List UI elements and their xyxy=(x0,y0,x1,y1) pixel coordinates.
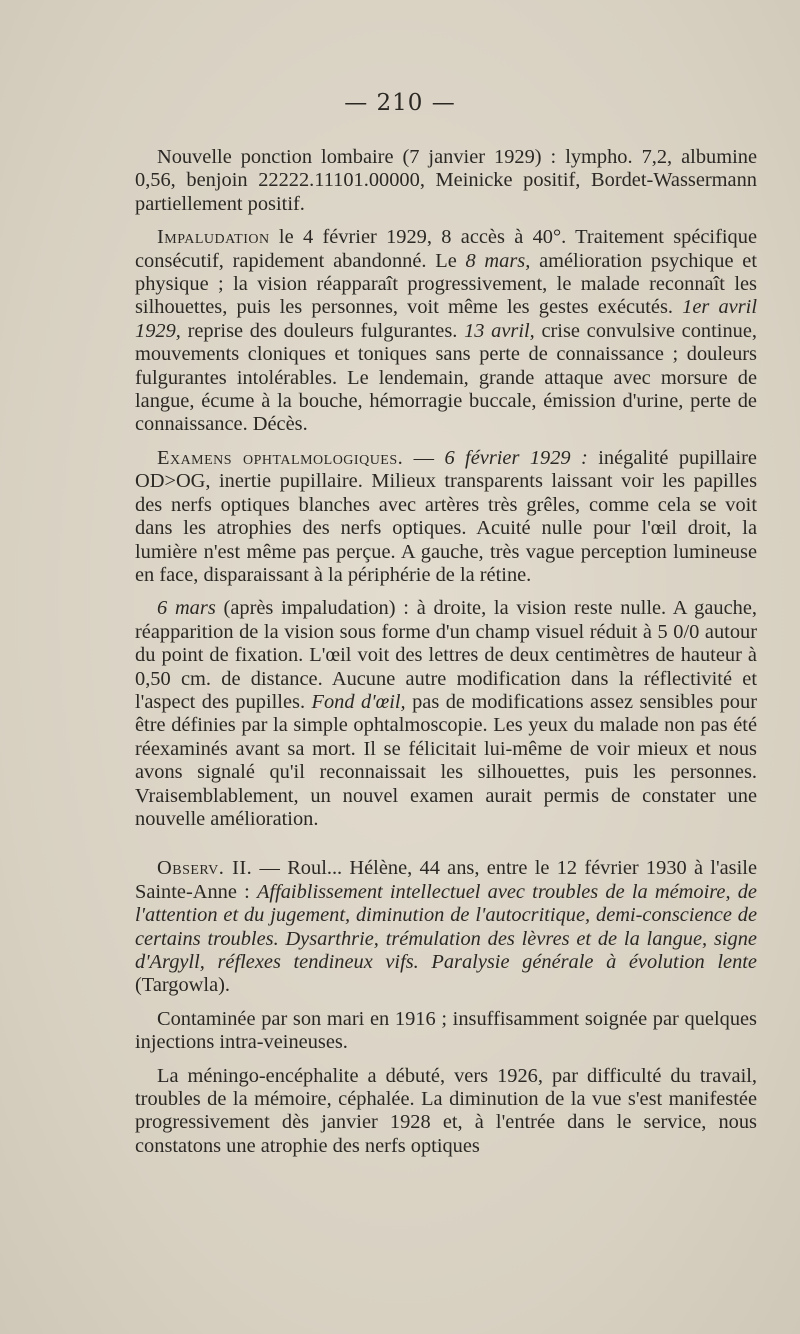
body-text xyxy=(135,146,757,1168)
page-number: — 210 — xyxy=(344,90,456,116)
paragraph xyxy=(135,597,757,831)
text-run: reprise des douleurs fulgurantes. xyxy=(180,319,465,342)
italic-text: 6 février 1929 : xyxy=(444,446,588,469)
text-run: (Targowla). xyxy=(135,974,231,997)
text-run: — xyxy=(403,446,445,469)
text-run: Contaminée par son mari en 1916 ; insuffisamment soignée par quelques injections intra-veineuses. xyxy=(135,1007,757,1054)
italic-text: Fond d'œil, xyxy=(311,690,406,713)
section-heading: Examens ophtalmologiques. xyxy=(157,446,404,469)
text-run: (après impaludation) : à droite, la vision reste nulle. A gauche, réapparition de la vision sous forme d'un champ visuel réduit à 5 0/0 autour du point de fixation. L'œil voit des lettres de deux centimètres de hauteur à 0,50 cm. de distance. Aucune autre modification dans la réflectivité et l'aspect des pupilles. xyxy=(135,597,757,713)
italic-text: 13 avril, xyxy=(464,319,535,342)
text-run: Nouvelle ponction lombaire (7 janvier 1929) : lympho. 7,2, albumine 0,56, benjoin 22222.11101.00000, Meinicke positif, Bordet-Wassermann partiellement positif. xyxy=(135,146,757,215)
text-run: inégalité pupillaire OD>OG, inertie pupillaire. Milieux transparents laissant voir les papilles des nerfs optiques blanches avec artères très grêles, comme cela se voit dans les atrophies des nerfs optiques. Acuité nulle pour l'œil droit, la lumière n'est même pas perçue. A gauche, très vague perception lumineuse en face, disparaissant à la périphérie de la rétine. xyxy=(135,446,757,586)
italic-text: 1er avril 1929, xyxy=(135,296,758,342)
text-run: — Roul... Hélène, 44 ans, entre le 12 février 1930 à l'asile Sainte-Anne : xyxy=(135,857,757,903)
italic-text: Affaiblissement intellectuel avec troubles de la mémoire, de l'attention et du jugement, diminution de l'autocritique, demi-conscience de certains troubles. Dysarthrie, trémulation des lèvres et de la langue, signe d'Argyll, réflexes tendineux vifs. Paralysie générale à évolution lente xyxy=(135,880,757,973)
text-run: La méningo-encéphalite a débuté, vers 1926, par difficulté du travail, troubles de la mémoire, céphalée. La diminution de la vue s'est manifestée progressivement dès janvier 1928 et, à l'entrée dans le service, nous constatons une atrophie des nerfs optiques xyxy=(135,1064,757,1157)
paragraph xyxy=(135,447,757,587)
paragraph xyxy=(135,146,757,216)
section-heading: Impaludation xyxy=(157,226,270,249)
text-run: pas de modifications assez sensibles pour être définies par la simple ophtalmoscopie. Les yeux du malade non pas été réexaminés avant sa mort. Il se félicitait lui-même de voir mieux et nous avons signalé qu'il reconnaissait les silhouettes, puis les personnes. Vraisemblablement, un nouvel examen aurait permis de constater une nouvelle amélioration. xyxy=(135,690,757,830)
paragraph xyxy=(135,1065,757,1159)
paragraph xyxy=(135,857,757,997)
paragraph xyxy=(135,226,757,437)
text-run: le 4 février 1929, 8 accès à 40°. Traitement spécifique consécutif, rapidement abandonné. Le xyxy=(135,226,757,272)
italic-text: 8 mars, xyxy=(465,249,531,272)
text-run: amélioration psychique et physique ; la vision réapparaît progressivement, le malade reconnaît les silhouettes, puis les personnes, voit même les gestes exécutés. xyxy=(135,249,757,319)
section-heading: Observ. II. xyxy=(157,857,253,880)
italic-text: 6 mars xyxy=(157,597,216,620)
text-run: crise convulsive continue, mouvements cloniques et toniques sans perte de connaissance ; douleurs fulgurantes intolérables. Le lendemain, grande attaque avec morsure de langue, écume à la bouche, hémorragie buccale, émission d'urine, perte de connaissance. Décès. xyxy=(135,319,757,436)
paragraph xyxy=(135,1008,757,1055)
